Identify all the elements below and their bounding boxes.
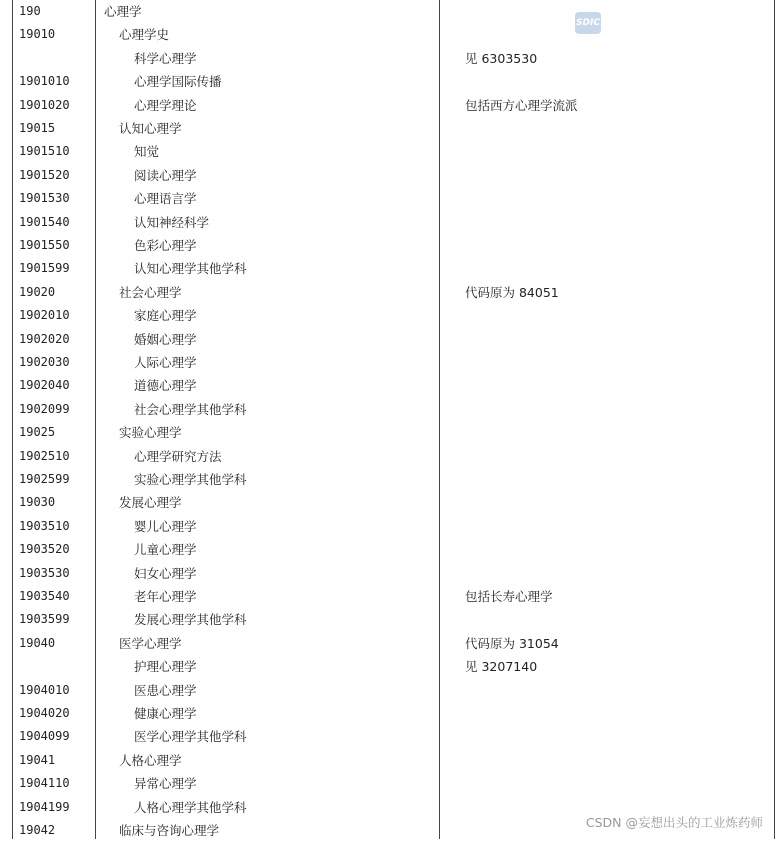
discipline-name: 心理学 [104,4,142,19]
table-row [0,398,777,421]
table-row [0,0,777,23]
discipline-name: 护理心理学 [134,659,197,675]
discipline-code: 1901599 [19,261,70,276]
discipline-name: 家庭心理学 [134,308,197,324]
discipline-name: 实验心理学其他学科 [134,472,247,487]
table-row [0,515,777,538]
table-row [0,304,777,327]
discipline-note: 代码原为 31054 [465,635,559,651]
table-row [0,749,777,772]
table-row [0,23,777,46]
discipline-name: 异常心理学 [134,776,197,792]
discipline-name: 老年心理学 [134,589,197,604]
table-row [0,164,777,187]
discipline-name: 心理学史 [119,27,170,43]
discipline-name: 心理学理论 [134,97,197,113]
discipline-code: 190 [19,4,41,18]
discipline-name: 阅读心理学 [134,167,197,183]
discipline-code: 1901550 [19,238,70,252]
discipline-code: 1902040 [19,378,70,393]
table-row [0,468,777,491]
discipline-code: 1903510 [19,518,70,533]
discipline-name: 认知心理学其他学科 [134,261,247,277]
table-row [0,538,777,561]
discipline-code: 1903530 [19,565,70,580]
discipline-name: 认知神经科学 [134,214,210,230]
table-row [0,351,777,374]
discipline-name: 发展心理学 [119,495,182,511]
discipline-name: 婴儿心理学 [134,518,197,534]
discipline-code: 1904199 [19,799,70,814]
table-row [0,585,777,608]
discipline-name: 人格心理学 [119,752,182,768]
discipline-code: 1901010 [19,74,70,89]
discipline-name: 发展心理学其他学科 [134,612,247,628]
discipline-name: 心理学研究方法 [134,448,222,464]
discipline-name: 知觉 [134,144,160,160]
discipline-note: 包括西方心理学流派 [465,97,578,113]
table-row [0,772,777,795]
discipline-name: 心理学国际传播 [134,74,222,90]
table-row [0,281,777,304]
discipline-name: 健康心理学 [134,706,197,721]
table-row [0,70,777,93]
discipline-name: 科学心理学 [134,50,197,66]
watermark-logo-icon: SDIC [575,12,601,34]
table-row [0,562,777,585]
discipline-name: 道德心理学 [134,378,197,394]
discipline-code: 1904110 [19,776,70,791]
discipline-code: 1902099 [19,401,70,416]
discipline-name: 认知心理学 [119,121,182,136]
discipline-note: 代码原为 84051 [465,284,559,300]
discipline-note: 见 3207140 [465,659,538,675]
table-row [0,725,777,748]
discipline-code: 19041 [19,752,56,767]
table-row [0,421,777,444]
discipline-code: 19040 [19,635,56,650]
table-row [0,679,777,702]
table-row [0,211,777,234]
discipline-code: 1903599 [19,612,70,627]
discipline-code: 1903540 [19,589,70,603]
table-row [0,491,777,514]
table-row [0,328,777,351]
discipline-name: 儿童心理学 [134,542,197,558]
discipline-name: 临床与咨询心理学 [119,823,220,838]
discipline-name: 社会心理学 [119,284,182,300]
discipline-name: 人格心理学其他学科 [134,799,247,815]
discipline-name: 医学心理学其他学科 [134,729,247,745]
table-row [0,187,777,210]
discipline-name: 实验心理学 [119,425,182,441]
discipline-code: 1902599 [19,472,70,486]
discipline-code: 1904099 [19,729,70,744]
discipline-code: 1904010 [19,682,70,697]
discipline-name: 婚姻心理学 [134,331,197,347]
table-row [0,234,777,257]
table-row [0,702,777,725]
table-row [0,632,777,655]
discipline-code: 19015 [19,121,56,135]
discipline-name: 社会心理学其他学科 [134,401,247,417]
discipline-name: 医学心理学 [119,635,182,651]
discipline-code: 19030 [19,495,56,510]
discipline-code: 1901540 [19,214,70,229]
discipline-code: 19042 [19,823,56,837]
discipline-note: 见 6303530 [465,50,538,66]
table-row [0,117,777,140]
table-row [0,445,777,468]
discipline-code: 1901520 [19,167,70,182]
discipline-code: 1903520 [19,542,70,557]
discipline-code: 1902030 [19,355,70,369]
discipline-name: 医患心理学 [134,682,197,698]
discipline-note: 包括长寿心理学 [465,589,553,604]
table-row [0,374,777,397]
discipline-code: 1901020 [19,97,70,112]
discipline-code: 1902510 [19,448,70,463]
discipline-code: 19025 [19,425,56,440]
discipline-code: 1902020 [19,331,70,346]
discipline-code: 1901510 [19,144,70,159]
discipline-code: 19010 [19,27,56,42]
table-row [0,608,777,631]
table-row [0,94,777,117]
discipline-name: 心理语言学 [134,191,197,207]
discipline-name: 色彩心理学 [134,238,197,253]
table-row [0,655,777,678]
table-row [0,47,777,70]
discipline-code: 19020 [19,284,56,299]
discipline-name: 人际心理学 [134,355,197,370]
discipline-name: 妇女心理学 [134,565,197,581]
watermark-text: CSDN @妄想出头的工业炼药师 [585,815,763,830]
discipline-code: 1904020 [19,706,70,720]
discipline-code: 1901530 [19,191,70,206]
table-row [0,140,777,163]
table-row [0,257,777,280]
discipline-code: 1902010 [19,308,70,323]
